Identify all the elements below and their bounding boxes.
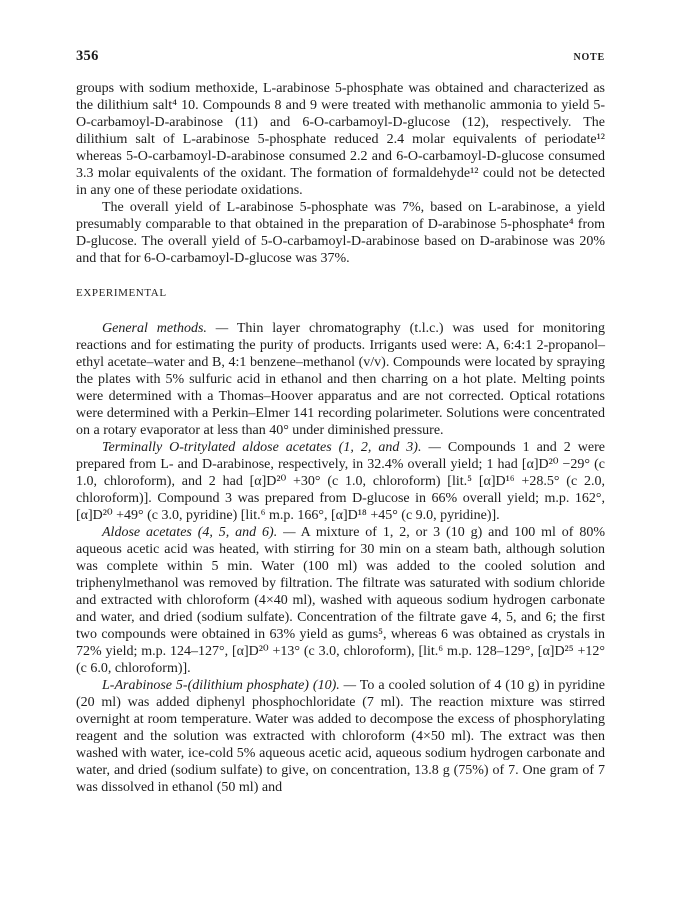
paragraph-aldose-acetates: [76, 524, 605, 677]
intro-paragraph-2: The overall yield of L-arabinose 5-phosphate was 7%, based on L-arabinose, a yield presumably comparable to that obtained in the preparation of D-arabinose 5-phosphate⁴ from D-glucose. The overall yield of 5-O-carbamoyl-D-arabinose based on D-arabinose was 20% and that for 6-O-carbamoyl-D-glucose was 37%.: [76, 200, 605, 266]
paragraph-text: Compounds 1 and 2 were prepared from L- and D-arabinose, respectively, in 32.4% overall yield; 1 had [α]D²⁰ −29° (c 1.0, chloroform), and 2 had [α]D²⁰ +30° (c 1.0, chloroform) [lit.⁵ [α]D¹⁶ +28.5° (c 2.0, chloroform)]. Compound 3 was prepared from D-glucose in 66% overall yield; m.p. 162°, [α]D²⁰ +49° (c 3.0, pyridine) [lit.⁶ m.p. 166°, [α]D¹⁸ +45° (c 9.0, pyridine)].: [76, 440, 605, 523]
page-number: 356: [76, 48, 99, 64]
paragraph-text: Thin layer chromatography (t.l.c.) was used for monitoring reactions and for estimating the purity of products. Irrigants used were: A, 6:4:1 2-propanol–ethyl acetate–water and B, 4:1 benzene–methanol (v/v). Compounds were located by spraying the plates with 5% sulfuric acid in ethanol and then charring on a hot plate. Melting points were determined with a Thomas–Hoover apparatus and are not corrected. Optical rotations were determined with a Perkin–Elmer 141 recording polarimeter. Solutions were concentrated on a rotary evaporator at less than 40° under diminished pressure.: [76, 321, 605, 438]
article-body: [76, 80, 605, 796]
paragraph-text: To a cooled solution of 4 (10 g) in pyridine (20 ml) was added diphenyl phosphochloridate (7 ml). The reaction mixture was stirred overnight at room temperature. Water was added to decompose the excess of phosphorylating reagent and the solution was extracted with chloroform (4×50 ml). The extract was then washed with water, ice-cold 5% aqueous acetic acid, aqueous sodium hydrogen carbonate and water, and dried (sodium sulfate) to give, on concentration, 13.8 g (75%) of 7. One gram of 7 was dissolved in ethanol (50 ml) and: [76, 678, 605, 795]
paragraph-arabinose-phosphate: [76, 677, 605, 796]
paragraph-general-methods: [76, 320, 605, 439]
section-heading-experimental: EXPERIMENTAL: [76, 287, 167, 299]
runin-heading: General methods. —: [102, 321, 229, 336]
running-head: NOTE: [573, 52, 605, 63]
runin-heading: L-Arabinose 5-(dilithium phosphate) (10). —: [102, 678, 357, 693]
runin-heading: Aldose acetates (4, 5, and 6). —: [102, 525, 296, 540]
page-header: [76, 48, 605, 65]
intro-paragraph-1: groups with sodium methoxide, L-arabinose 5-phosphate was obtained and characterized as the dilithium salt⁴ 10. Compounds 8 and 9 were treated with methanolic ammonia to yield 5-O-carbamoyl-D-arabinose (11) and 6-O-carbamoyl-D-glucose (12), respectively. The dilithium salt of L-arabinose 5-phosphate reduced 2.4 molar equivalents of periodate¹² whereas 5-O-carbamoyl-D-arabinose consumed 2.2 and 6-O-carbamoyl-D-glucose consumed 3.3 molar equivalents of the oxidant. The formation of formaldehyde¹² could not be detected in any one of these periodate oxidations.: [76, 81, 605, 198]
paragraph-text: A mixture of 1, 2, or 3 (10 g) and 100 ml of 80% aqueous acetic acid was heated, with stirring for 30 min on a steam bath, although solution was complete within 5 min. Water (100 ml) was added to the cooled solution and triphenylmethanol was removed by filtration. The filtrate was saturated with sodium chloride and extracted with chloroform (4×40 ml), washed with aqueous sodium hydrogen carbonate and water, and dried (sodium sulfate). Concentration of the filtrate gave 4, 5, and 6; the first two compounds were obtained in 63% yield as gums⁵, whereas 6 was obtained as crystals in 72% yield; m.p. 124–127°, [α]D²⁰ +13° (c 3.0, chloroform), [lit.⁶ m.p. 128–129°, [α]D²⁵ +12° (c 6.0, chloroform)].: [76, 525, 605, 676]
paragraph-tritylated-acetates: [76, 439, 605, 524]
runin-heading: Terminally O-tritylated aldose acetates (1, 2, and 3). —: [102, 440, 441, 455]
